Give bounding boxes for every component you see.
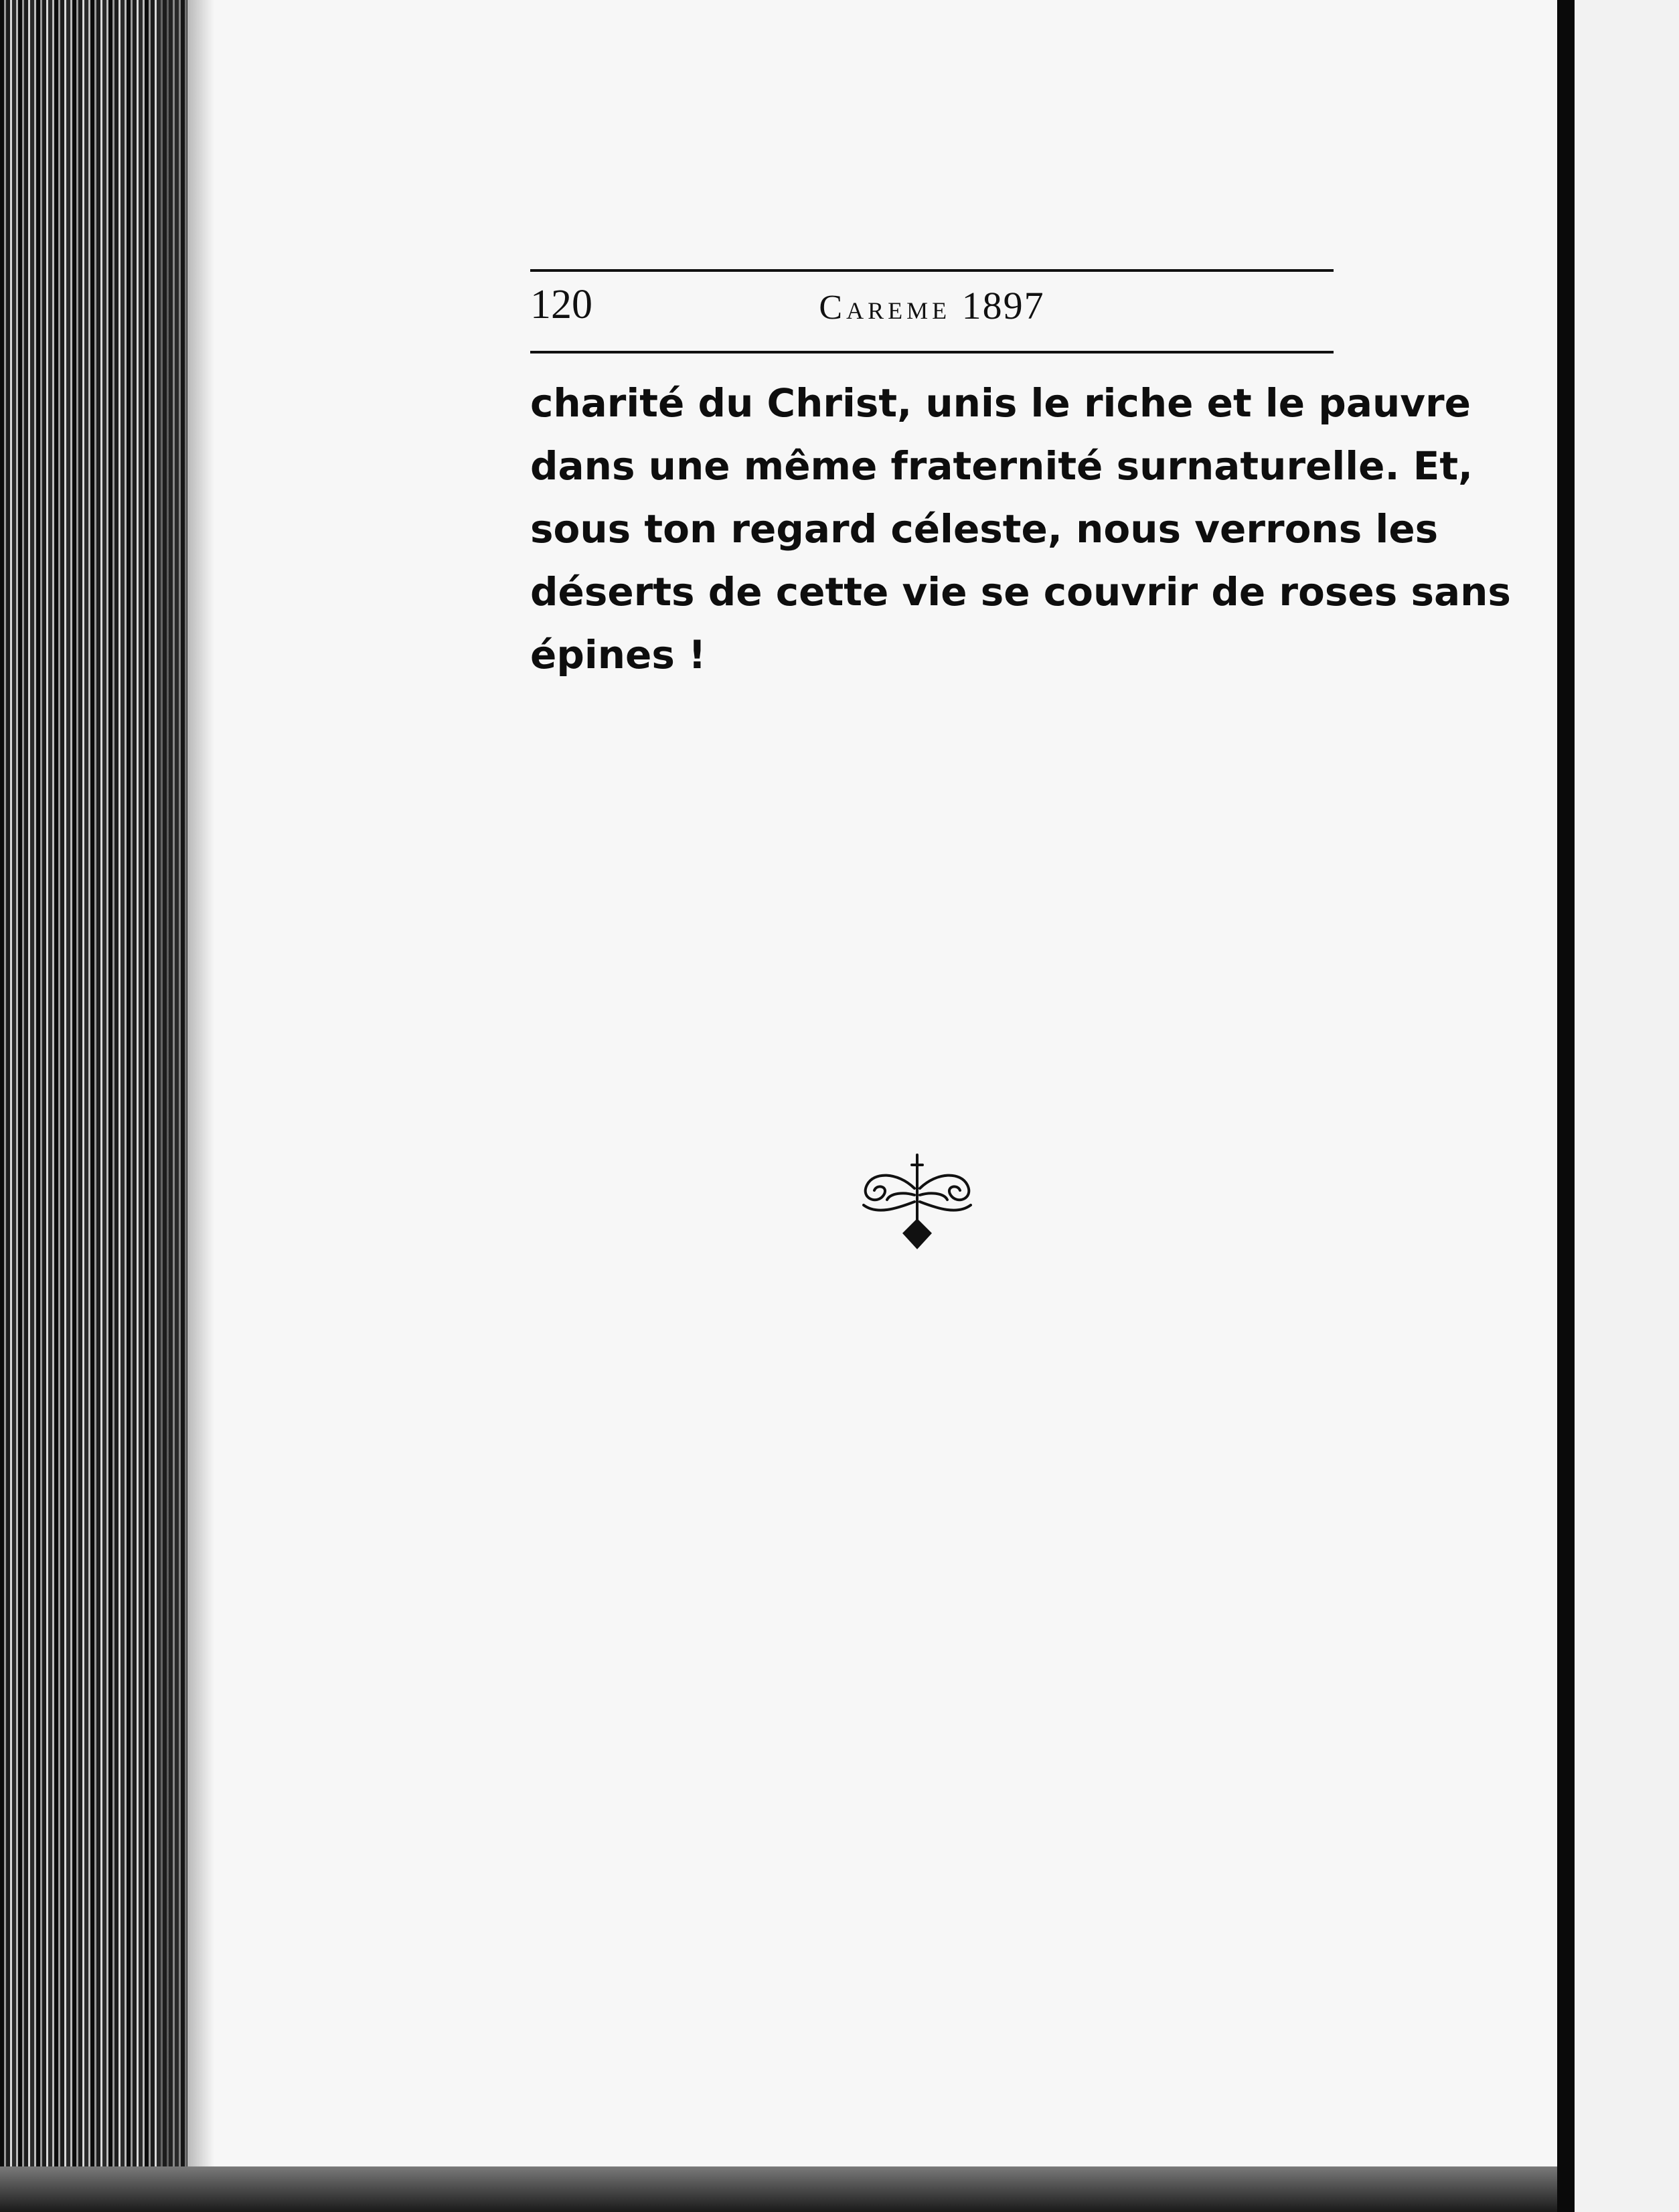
text-line: charité du Christ, unis le riche et le pauvre	[530, 380, 1471, 426]
binding-border	[1557, 0, 1575, 2212]
page-number: 120	[530, 282, 592, 327]
header-rule-top	[530, 269, 1334, 272]
running-head-title: Careme	[819, 289, 951, 327]
text-line: épines !	[530, 632, 706, 678]
running-head	[530, 276, 1334, 338]
page-bottom-edge	[0, 2166, 1557, 2212]
book-page-edges	[0, 0, 187, 2212]
text-line: sous ton regard céleste, nous verrons les	[530, 506, 1439, 552]
body-paragraph	[530, 372, 1511, 686]
text-line: déserts de cette vie se couvrir de roses sans	[530, 569, 1511, 615]
fleuron-ornament-icon	[850, 1152, 984, 1252]
page-edge-shadow	[161, 0, 214, 2212]
facing-page-strip	[1575, 0, 1679, 2212]
running-head-year: 1897	[961, 284, 1045, 327]
header-rule-bottom	[530, 351, 1334, 353]
text-line: dans une même fraternité surnaturelle. Et,	[530, 443, 1473, 489]
